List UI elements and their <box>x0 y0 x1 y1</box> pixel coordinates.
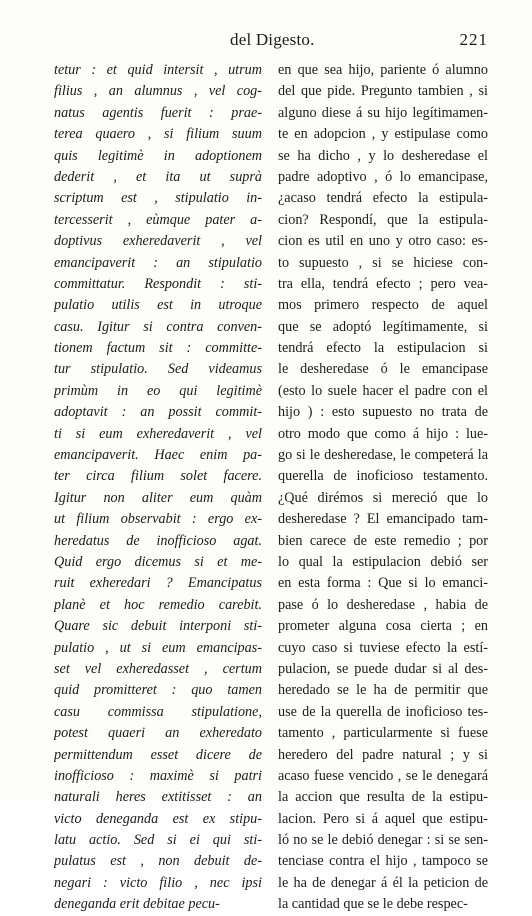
spanish-text-line: en que sea hijo, pariente ó alumno <box>278 62 488 78</box>
latin-text-line: casu commissa stipulatione, <box>54 703 262 720</box>
latin-text-line: primùm in eo qui legitimè <box>54 382 262 399</box>
spanish-text-line: tendrá efecto la estipulacion si <box>278 340 488 357</box>
running-title: del Digesto. <box>230 30 315 49</box>
spanish-text-line: ¿acaso tendrá efecto la estipula- <box>278 190 488 207</box>
latin-text-line: inofficioso : maximè si patri <box>54 767 262 784</box>
spanish-text-line: lacion. Pero si á aquel que estipu- <box>278 810 488 827</box>
latin-text-line: potest quaeri an exheredato <box>54 725 262 742</box>
spanish-text-line: heredado se le ha de permitir que <box>278 682 488 699</box>
latin-text-line: adoptavit : an possit commit- <box>54 404 262 421</box>
spanish-text-line: te en adopcion , y estipulase como <box>278 126 488 143</box>
spanish-text-line: pase ó lo desheredase , habia de <box>278 596 488 613</box>
spanish-text-line: to supuesto , si se hiciese con- <box>278 254 488 271</box>
latin-text-line: Igitur non aliter eum quàm <box>54 489 262 506</box>
spanish-text-line: heredero del padre natural ; y si <box>278 746 488 763</box>
latin-text-line: victo deneganda est ex stipu- <box>54 810 262 827</box>
spanish-text-line: la accion que resulta de la estipu- <box>278 789 488 806</box>
latin-text-line: scriptum est , stipulatio in- <box>54 190 262 207</box>
spanish-text-line: lo qual la estipulacion debió ser <box>278 553 488 570</box>
spanish-text-line: cion? Respondí, que la estipula- <box>278 211 488 228</box>
latin-text-line: terea quaero , si filium suum <box>54 126 262 143</box>
latin-text-line: set vel exheredasset , certum <box>54 660 262 677</box>
spanish-text-line: ¿Qué dirémos si mereció que lo <box>278 489 488 506</box>
latin-text-line: heredatus de inofficioso agat. <box>54 532 262 549</box>
spanish-text-line: querella de inoficioso testamento. <box>278 468 488 485</box>
latin-text-line: ruit exheredari ? Emancipatus <box>54 575 262 592</box>
latin-text-line: quis legitimè in adoptionem <box>54 147 262 164</box>
spanish-text-line: que se adoptó legítimamente, si <box>278 318 488 335</box>
spanish-text-line: cion es util en uno y otro caso: es- <box>278 233 488 250</box>
spanish-text-line: desheredase ? El emancipado tam- <box>278 511 488 528</box>
latin-text-line: naturali heres extitisset : an <box>54 789 262 806</box>
spanish-text-line: prometer alguna cosa cierta ; en <box>278 618 488 635</box>
spanish-text-line: alguno diese á su hijo legítimamen- <box>278 104 488 121</box>
spanish-text-line: le desheredase ó le emancipase <box>278 361 488 378</box>
latin-text-line: filius , an alumnus , vel cog- <box>54 83 262 100</box>
latin-text-line: casu. Igitur si contra conven- <box>54 318 262 335</box>
spanish-text-line: en esta forma : Que si lo emanci- <box>278 575 488 592</box>
latin-text-line: negari : victo filio , nec ipsi <box>54 874 262 891</box>
page-number: 221 <box>459 30 488 49</box>
spanish-text-line: go si le desheredase, le competerá la <box>278 447 488 464</box>
latin-text-line: doptivus exheredaverit , vel <box>54 233 262 250</box>
spanish-column <box>278 60 488 916</box>
latin-text-line: tercesserit , eùmque pater a- <box>54 211 262 228</box>
latin-text-line: pulatus est , non debuit de- <box>54 853 262 870</box>
running-head <box>0 30 532 52</box>
spanish-text-line: le ha de denegar á él la peticion de <box>278 874 488 891</box>
spanish-text-line: cuyo caso si tuviese efecto la estí- <box>278 639 488 656</box>
spanish-text-line: tamento , particularmente si fuese <box>278 725 488 742</box>
latin-text-line: emancipaverit : an stipulatio <box>54 254 262 271</box>
spanish-text-line: la cantidad que se le debe respec- <box>278 896 468 913</box>
latin-text-line: natus agentis fuerit : prae- <box>54 104 262 121</box>
spanish-text-line: tenciase contra el hijo , tampoco se <box>278 853 488 870</box>
spanish-text-line: acaso fuese vencido , se le denegará <box>278 767 488 784</box>
spanish-text-line: tra ella, tendrá efecto ; pero vea- <box>278 275 488 292</box>
latin-text-line: pulatio utilis est in utroque <box>54 297 262 314</box>
spanish-text-line: use de la querella de inoficioso tes- <box>278 703 488 720</box>
latin-text-line: planè et hoc remedio carebit. <box>54 596 262 613</box>
latin-text-line: committatur. Respondit : sti- <box>54 275 262 292</box>
latin-text-line: tur stipulatio. Sed videamus <box>54 361 262 378</box>
spanish-text-line: ló no se le debió denegar : si se sen- <box>278 832 488 849</box>
spanish-text-line: mos primero respecto de aquel <box>278 297 488 314</box>
latin-text-line: tetur : et quid intersit , utrum <box>54 62 262 78</box>
spanish-text-line: hijo ) : esto supuesto no trata de <box>278 404 488 421</box>
latin-text-line: quid promitteret : quo tamen <box>54 682 262 699</box>
spanish-text-line: pulacion, se puede dudar si al des- <box>278 660 488 677</box>
latin-text-line: ti si eum exheredaverit , vel <box>54 425 262 442</box>
latin-text-line: latu actio. Sed si ei qui sti- <box>54 832 262 849</box>
spanish-text-line: padre adoptivo , ó lo emancipase, <box>278 168 488 185</box>
latin-text-line: pulatio , ut si eum emancipas- <box>54 639 262 656</box>
latin-text-line: emancipaverit. Haec enim pa- <box>54 447 262 464</box>
spanish-text-line: (esto lo suele hacer el padre con el <box>278 382 488 399</box>
latin-text-line: ter circa filium solet facere. <box>54 468 262 485</box>
latin-text-line: Quare sic debuit interponi sti- <box>54 618 262 635</box>
latin-column <box>54 60 262 916</box>
spanish-text-line: del que pide. Pregunto tambien , si <box>278 83 488 100</box>
latin-text-line: Quid ergo dicemus si et me- <box>54 553 262 570</box>
latin-text-line: tionem factum sit : committe- <box>54 340 262 357</box>
spanish-text-line: otro modo que como á hijo : lue- <box>278 425 488 442</box>
latin-text-line: dederit , et ita ut suprà <box>54 168 262 185</box>
latin-text-line: ut filium observabit : ergo ex- <box>54 511 262 528</box>
spanish-text-line: bien carece de este remedio ; por <box>278 532 488 549</box>
latin-text-line: deneganda erit debitae pecu- <box>54 896 220 913</box>
latin-text-line: permittendum esset dicere de <box>54 746 262 763</box>
spanish-text-line: se ha dicho , y lo desheredase el <box>278 147 488 164</box>
